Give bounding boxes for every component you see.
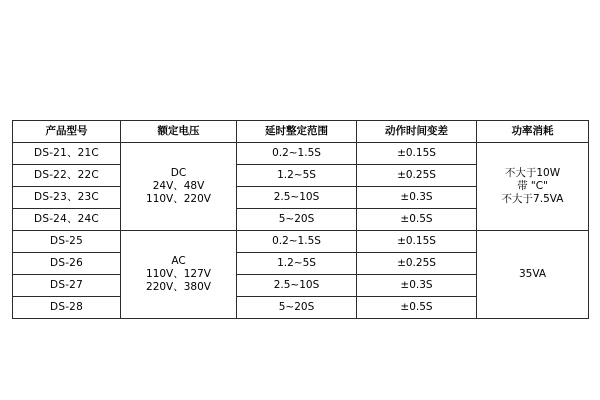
- column-header-voltage: 额定电压: [121, 121, 237, 143]
- power-dc-line-3: 不大于7.5VA: [501, 193, 564, 206]
- deviation-ac-3: ±0.3S: [357, 275, 477, 297]
- voltage-ac-cell: [121, 231, 237, 319]
- voltage-dc-cell: [121, 143, 237, 231]
- deviation-dc-2: ±0.25S: [357, 165, 477, 187]
- deviation-ac-2: ±0.25S: [357, 253, 477, 275]
- model-ac-2: DS-26: [13, 253, 121, 275]
- model-ac-4: DS-28: [13, 297, 121, 319]
- range-dc-4: 5~20S: [237, 209, 357, 231]
- deviation-dc-3: ±0.3S: [357, 187, 477, 209]
- range-ac-1: 0.2~1.5S: [237, 231, 357, 253]
- voltage-dc-line-1: DC: [170, 166, 187, 179]
- power-dc-line-1: 不大于10W: [504, 166, 561, 179]
- voltage-dc-line-3: 110V、220V: [146, 193, 211, 206]
- model-dc-4: DS-24、24C: [13, 209, 121, 231]
- deviation-ac-4: ±0.5S: [357, 297, 477, 319]
- voltage-ac-line-3: 220V、380V: [146, 281, 211, 294]
- power-ac-cell: 35VA: [477, 231, 589, 319]
- model-dc-2: DS-22、22C: [13, 165, 121, 187]
- voltage-dc-line-2: 24V、48V: [152, 179, 205, 192]
- range-ac-3: 2.5~10S: [237, 275, 357, 297]
- table-row: [13, 143, 589, 165]
- model-ac-1: DS-25: [13, 231, 121, 253]
- range-dc-3: 2.5~10S: [237, 187, 357, 209]
- range-ac-2: 1.2~5S: [237, 253, 357, 275]
- deviation-ac-1: ±0.15S: [357, 231, 477, 253]
- column-header-deviation: 动作时间变差: [357, 121, 477, 143]
- deviation-dc-1: ±0.15S: [357, 143, 477, 165]
- power-dc-cell: [477, 143, 589, 231]
- column-header-power: 功率消耗: [477, 121, 589, 143]
- column-header-model: 产品型号: [13, 121, 121, 143]
- voltage-ac-line-2: 110V、127V: [146, 267, 211, 280]
- range-dc-1: 0.2~1.5S: [237, 143, 357, 165]
- model-ac-3: DS-27: [13, 275, 121, 297]
- voltage-ac-line-1: AC: [171, 254, 186, 267]
- power-dc-line-2: 带 "C": [517, 179, 548, 192]
- table-row: [13, 231, 589, 253]
- specification-table: [12, 120, 589, 319]
- table-header-row: [13, 121, 589, 143]
- range-dc-2: 1.2~5S: [237, 165, 357, 187]
- model-dc-1: DS-21、21C: [13, 143, 121, 165]
- model-dc-3: DS-23、23C: [13, 187, 121, 209]
- column-header-range: 延时整定范围: [237, 121, 357, 143]
- deviation-dc-4: ±0.5S: [357, 209, 477, 231]
- range-ac-4: 5~20S: [237, 297, 357, 319]
